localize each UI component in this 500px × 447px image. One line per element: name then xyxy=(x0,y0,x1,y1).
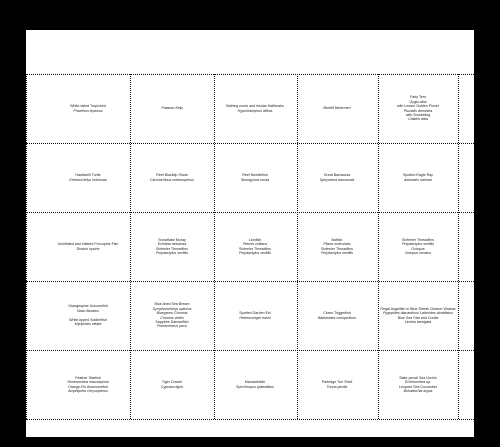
stamp xyxy=(48,354,128,415)
stamp xyxy=(297,216,377,277)
stamp-scientific-name: Balistoides conspicillum xyxy=(318,315,356,320)
stamp-extra-scientific-name: Pluvialis dominica xyxy=(403,108,433,113)
stamp-common-name: Slate-pencil Sea Urchin xyxy=(399,375,437,380)
perforation-row-line xyxy=(26,143,474,144)
perforation-row-line xyxy=(26,350,474,351)
stamp xyxy=(215,147,295,208)
stamp-common-name: White-tailed Tropicbird xyxy=(70,104,106,109)
stamp-scientific-name: Palaean Kelp xyxy=(161,106,183,111)
stamp-common-name: Snowflake Moray xyxy=(158,237,186,242)
stamp xyxy=(378,147,458,208)
stamp-extra-scientific-name: Amphiprion chrysopterus xyxy=(68,388,108,393)
stamp xyxy=(215,78,295,139)
stamp-scientific-name: Echinometra sp. xyxy=(405,380,431,385)
stamp xyxy=(297,354,377,415)
stamp xyxy=(132,147,212,208)
stamp xyxy=(48,147,128,208)
stamp-extra2-scientific-name: Calidris alba xyxy=(408,117,428,122)
stamp-extra-scientific-name: Octopus ornatus xyxy=(404,250,432,255)
stamp-common-name: Great Barracuda xyxy=(323,173,351,178)
stamp-extra-scientific-name: Polydactylus sexfilis xyxy=(321,250,353,255)
stamp-extra-scientific-name: Linckia laevigata xyxy=(404,319,432,324)
stamp-extra-name: Sixfeeler Threadfins xyxy=(239,246,271,251)
stamp-scientific-name: Heteroconger hassi xyxy=(239,315,271,320)
stamp-scientific-name: Tonna perdix xyxy=(326,384,348,389)
stamp-common-name: Uninflated and inflated Porcupine Fish xyxy=(57,242,119,247)
stamp-scientific-name: Bicellif fishermen xyxy=(323,106,351,111)
stamp-common-name: Spotted Eagle Ray xyxy=(403,173,433,178)
stamp-common-name: Bathing monk and insular Halfbeaks xyxy=(226,104,284,109)
stamp xyxy=(215,354,295,415)
stamp-extra-name: Octopus xyxy=(411,246,425,251)
stamp xyxy=(297,147,377,208)
stamp-scientific-name: Hyporhamphus affinis xyxy=(237,108,273,113)
stamp-common-name: Spotted Garden Eel xyxy=(239,311,271,316)
stamp-extra-scientific-name: Polydactylus sexfilis xyxy=(239,250,271,255)
stamp-scientific-name: Pygoplites diacanthus/ Labroides dimidiatus xyxy=(383,311,453,316)
stamp-common-name: Tiger Cowrie xyxy=(161,380,183,385)
stamp xyxy=(297,78,377,139)
stamp-common-name: Clown Triggerfish xyxy=(323,311,351,316)
stamp-extra-name: Blue Sea Star and Corals xyxy=(397,315,439,320)
stamp-common-name: Regal Angelfish in Blue-Streak Cleaner Wrasse xyxy=(380,306,456,311)
stamp xyxy=(215,216,295,277)
stamp xyxy=(132,354,212,415)
stamp xyxy=(132,78,212,139)
stamp xyxy=(378,78,458,139)
stamp-scientific-name: Symphorichthys spilurus xyxy=(152,306,192,311)
perforation-row-line xyxy=(26,281,474,282)
stamp-extra-scientific-name: Chromis viridis xyxy=(160,315,184,320)
stamp-common-name: Reef Blacktip Shark xyxy=(156,173,188,178)
stamp xyxy=(378,354,458,415)
perforation-column-line xyxy=(130,74,131,419)
stamp-scientific-name: Diodon hystrix xyxy=(76,246,100,251)
stamp-common-name: Orangespine Unicornfish xyxy=(68,304,108,309)
stamp-extra2-name: Sapphire Damselfish xyxy=(155,319,189,324)
stamp-common-name: Reef Needlefish xyxy=(242,173,268,178)
stamp-scientific-name: Phaethon lepturus xyxy=(73,108,103,113)
perforation-column-line xyxy=(458,74,459,419)
stamp-extra-name: White-lipped Soldierfish xyxy=(69,318,107,322)
stamp-extra2-name: with Snorkeling xyxy=(405,112,431,117)
stamp-scientific-name: Gygis alba xyxy=(409,99,427,104)
stamp-sheet xyxy=(26,30,474,437)
stamp-scientific-name: Polydactylus sexfilis xyxy=(402,242,434,247)
stamp xyxy=(48,216,128,277)
stamp-common-name: Blue-lined Sea Bream xyxy=(154,302,190,307)
stamp-scientific-name: Sphyraena barracuda xyxy=(319,177,355,182)
stamp-common-name: Batfish xyxy=(331,237,343,242)
stamp-extra-name: Sixfeeler Threadfins xyxy=(156,246,188,251)
stamp-common-name: Feather Starfish xyxy=(75,375,101,380)
stamp-scientific-name: Strongylura incisa xyxy=(240,177,270,182)
stamp-common-name: Lionfish xyxy=(248,237,262,242)
stamp xyxy=(215,285,295,346)
stamp xyxy=(297,285,377,346)
stamp-common-name: Mandarinfish xyxy=(244,380,266,385)
stamp-extra-name: Bluegreen Chromis xyxy=(156,311,188,316)
stamp-extra-name: Sixfeeler Threadfins xyxy=(321,246,353,251)
perforation-row-line xyxy=(26,74,474,75)
stamp-common-name: Hawksbill Turtle xyxy=(75,173,101,178)
stamp-scientific-name: Synchiropus splendidus xyxy=(236,384,274,389)
stamp-extra2-scientific-name: Pomacentrus pavo xyxy=(157,324,187,329)
stamp-extra-scientific-name: Polydactylus sexfilis xyxy=(156,250,188,255)
stamp-extra-name: Leopard Sea Cucumber xyxy=(398,384,438,389)
perforation-row-line xyxy=(26,419,474,420)
stamp-scientific-name: Eretmochelys imbricata xyxy=(69,177,107,182)
stamp-common-name: Sixfeeler Threadfins xyxy=(402,237,434,242)
stamp-scientific-name: Pterois volitans xyxy=(242,242,268,247)
stamp xyxy=(378,216,458,277)
stamp-common-name: Fairy Tern xyxy=(410,95,426,100)
stamp-scientific-name: Naso lituratus xyxy=(77,308,99,313)
stamp xyxy=(132,216,212,277)
stamp-scientific-name: Platax orbicularis xyxy=(323,242,351,247)
perforation-row-line xyxy=(26,212,474,213)
stamp-extra-scientific-name: Myripristis vittata xyxy=(74,322,102,327)
stamp-extra-scientific-name: Bohadschia argus xyxy=(403,388,433,393)
stamp xyxy=(132,285,212,346)
stamp-common-name: Partridge Tun Shell xyxy=(321,380,353,385)
stamp xyxy=(48,78,128,139)
stamp xyxy=(378,285,458,346)
stamp-extra-name: with Lesser Golden Plover xyxy=(397,104,439,109)
stamp-scientific-name: Himerometra robustipinna xyxy=(67,380,109,385)
stamp-scientific-name: Aetobatis narinari xyxy=(404,177,432,182)
stamp-scientific-name: Echidna nebulosa xyxy=(157,242,187,247)
stamp-scientific-name: Cypraea tigris xyxy=(160,384,184,389)
stamp-scientific-name: Carcharhinus melanopterus xyxy=(149,177,195,182)
stamp-extra-name: Orange-Fin Anemonefish xyxy=(68,384,108,389)
perforation-column-line xyxy=(26,74,27,419)
stamp xyxy=(48,285,128,346)
